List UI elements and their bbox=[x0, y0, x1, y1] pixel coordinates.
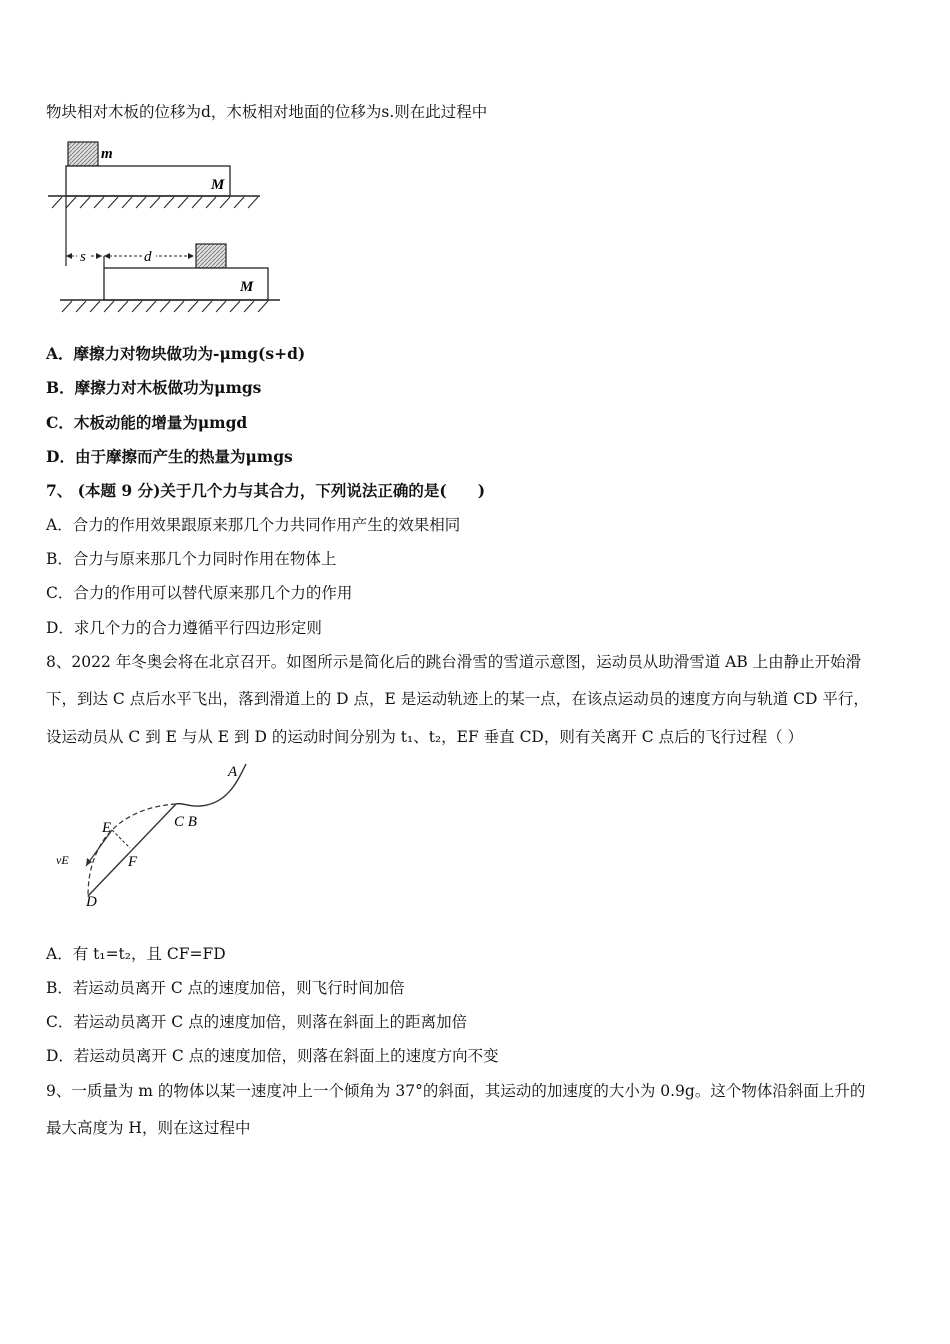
label-F: F bbox=[128, 854, 138, 870]
label-D: D bbox=[86, 894, 97, 910]
ski-jump-figure bbox=[50, 760, 260, 910]
label-CB: C B bbox=[174, 814, 197, 830]
q6-option-c: C．木板动能的增量为μmgd bbox=[46, 413, 248, 432]
q9-stem-line-2: 最大高度为 H，则在这过程中 bbox=[46, 1119, 251, 1137]
q6-option-b: B．摩擦力对木板做功为μmgs bbox=[46, 378, 262, 397]
label-d: d bbox=[144, 249, 152, 265]
q7-stem: 7、 (本题 9 分)关于几个力与其合力，下列说法正确的是( ) bbox=[46, 481, 486, 500]
q8-stem-line-3: 设运动员从 C 到 E 与从 E 到 D 的运动时间分别为 t₁、t₂，EF 垂直 CD，则有关离开 C 点后的飞行过程（ ） bbox=[46, 728, 803, 746]
label-M-bottom: M bbox=[240, 279, 254, 295]
q8-option-d: D．若运动员离开 C 点的速度加倍，则落在斜面上的速度方向不变 bbox=[46, 1047, 499, 1065]
q9-stem-line-1: 9、一质量为 m 的物体以某一速度冲上一个倾角为 37°的斜面，其运动的加速度的大小为 0.9g。这个物体沿斜面上升的 bbox=[46, 1082, 866, 1100]
q7-option-a: A．合力的作用效果跟原来那几个力共同作用产生的效果相同 bbox=[46, 516, 461, 534]
q8-option-c: C．若运动员离开 C 点的速度加倍，则落在斜面上的距离加倍 bbox=[46, 1013, 468, 1031]
board-M-top bbox=[66, 166, 230, 196]
q6-option-a: A．摩擦力对物块做功为-μmg(s+d) bbox=[46, 344, 306, 363]
label-s: s bbox=[80, 249, 86, 265]
label-M-top: M bbox=[211, 177, 225, 193]
q8-option-a: A．有 t₁=t₂，且 CF=FD bbox=[46, 945, 226, 963]
label-A: A bbox=[228, 764, 238, 780]
label-vE: vE bbox=[56, 853, 69, 867]
block-m-top bbox=[68, 142, 98, 166]
segment-EF bbox=[112, 830, 130, 848]
q7-option-c: C．合力的作用可以替代原来那几个力的作用 bbox=[46, 584, 353, 602]
intro-text: 物块相对木板的位移为d，木板相对地面的位移为s.则在此过程中 bbox=[46, 103, 488, 121]
label-m: m bbox=[101, 146, 113, 162]
q7-option-b: B．合力与原来那几个力同时作用在物体上 bbox=[46, 550, 337, 568]
landing-slope-CD bbox=[88, 804, 176, 896]
block-m-bottom bbox=[196, 244, 226, 268]
block-board-figure bbox=[44, 138, 284, 318]
q7-option-d: D．求几个力的合力遵循平行四边形定则 bbox=[46, 619, 322, 637]
label-E: E bbox=[102, 820, 112, 836]
q6-option-d: D．由于摩擦而产生的热量为μmgs bbox=[46, 447, 293, 466]
q8-option-b: B．若运动员离开 C 点的速度加倍，则飞行时间加倍 bbox=[46, 979, 405, 997]
q8-stem-line-1: 8、2022 年冬奥会将在北京召开。如图所示是简化后的跳台滑雪的雪道示意图，运动员从助滑雪道 AB 上由静止开始滑 bbox=[46, 653, 862, 671]
q8-stem-line-2: 下，到达 C 点后水平飞出，落到滑道上的 D 点，E 是运动轨迹上的某一点，在该点运动员的速度方向与轨道 CD 平行， bbox=[46, 690, 869, 708]
